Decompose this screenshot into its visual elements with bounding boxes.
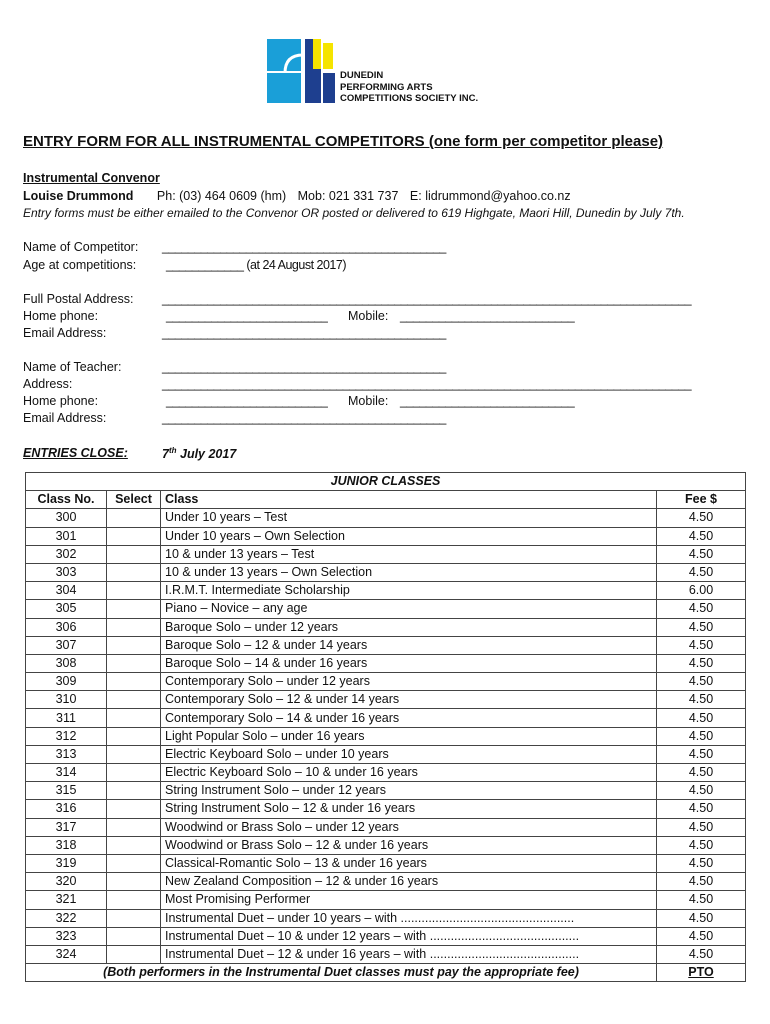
class-number: 323 xyxy=(26,927,107,945)
select-cell[interactable] xyxy=(107,709,161,727)
table-row xyxy=(26,800,746,818)
class-fee: 4.50 xyxy=(657,745,746,763)
class-name: Contemporary Solo – 14 & under 16 years xyxy=(161,709,657,727)
logo-block-navy-right xyxy=(323,73,335,103)
class-fee: 4.50 xyxy=(657,563,746,581)
class-name: Piano – Novice – any age xyxy=(161,600,657,618)
table-row xyxy=(26,909,746,927)
teacher-home-phone-field[interactable]: _________________________ xyxy=(166,394,328,408)
class-number: 300 xyxy=(26,509,107,527)
teacher-home-phone-label: Home phone: xyxy=(23,394,99,408)
class-name: Contemporary Solo – 12 & under 14 years xyxy=(161,691,657,709)
table-row xyxy=(26,545,746,563)
select-cell[interactable] xyxy=(107,673,161,691)
teacher-address-field[interactable]: __________________________________________________________________________________ xyxy=(162,377,692,391)
class-fee: 4.50 xyxy=(657,509,746,527)
header-class: Class xyxy=(161,491,657,509)
class-name: Instrumental Duet – 12 & under 16 years – with ........................................... xyxy=(161,945,657,963)
class-number: 311 xyxy=(26,709,107,727)
select-cell[interactable] xyxy=(107,800,161,818)
convenor-phone: Ph: (03) 464 0609 (hm) xyxy=(156,189,287,203)
teacher-mobile-label: Mobile: xyxy=(348,394,389,408)
table-row xyxy=(26,563,746,581)
logo-block-yellow-right xyxy=(323,43,333,69)
select-cell[interactable] xyxy=(107,909,161,927)
select-cell[interactable] xyxy=(107,873,161,891)
table-row xyxy=(26,764,746,782)
class-fee: 4.50 xyxy=(657,654,746,672)
competitor-age-field[interactable]: ____________ (at 24 August 2017) xyxy=(166,258,347,272)
select-cell[interactable] xyxy=(107,582,161,600)
class-fee: 4.50 xyxy=(657,873,746,891)
select-cell[interactable] xyxy=(107,545,161,563)
header-select: Select xyxy=(107,491,161,509)
class-name: Under 10 years – Own Selection xyxy=(161,527,657,545)
table-row xyxy=(26,527,746,545)
select-cell[interactable] xyxy=(107,600,161,618)
class-fee: 4.50 xyxy=(657,709,746,727)
class-number: 309 xyxy=(26,673,107,691)
postal-address-field[interactable]: __________________________________________________________________________________ xyxy=(162,292,692,306)
select-cell[interactable] xyxy=(107,745,161,763)
teacher-name-label: Name of Teacher: xyxy=(23,360,122,374)
class-name: 10 & under 13 years – Own Selection xyxy=(161,563,657,581)
table-row xyxy=(26,582,746,600)
header-fee: Fee $ xyxy=(657,491,746,509)
teacher-mobile-field[interactable]: ___________________________ xyxy=(400,394,575,408)
select-cell[interactable] xyxy=(107,654,161,672)
class-fee: 4.50 xyxy=(657,945,746,963)
select-cell[interactable] xyxy=(107,818,161,836)
table-row xyxy=(26,654,746,672)
entries-close-label: ENTRIES CLOSE: xyxy=(23,446,128,460)
competitor-mobile-field[interactable]: ___________________________ xyxy=(400,309,575,323)
class-fee: 4.50 xyxy=(657,909,746,927)
competitor-email-field[interactable]: ____________________________________________ xyxy=(162,326,446,340)
class-fee: 4.50 xyxy=(657,600,746,618)
select-cell[interactable] xyxy=(107,764,161,782)
class-fee: 4.50 xyxy=(657,927,746,945)
class-number: 312 xyxy=(26,727,107,745)
entries-close-date: 7th July 2017 xyxy=(162,446,237,462)
class-number: 301 xyxy=(26,527,107,545)
class-number: 310 xyxy=(26,691,107,709)
class-name: Instrumental Duet – 10 & under 12 years – with ........................................... xyxy=(161,927,657,945)
class-name: Baroque Solo – 12 & under 14 years xyxy=(161,636,657,654)
table-row xyxy=(26,873,746,891)
table-row xyxy=(26,782,746,800)
convenor-mobile: Mob: 021 331 737 xyxy=(297,189,399,203)
teacher-email-label: Email Address: xyxy=(23,411,107,425)
class-number: 314 xyxy=(26,764,107,782)
competitor-name-label: Name of Competitor: xyxy=(23,240,139,254)
select-cell[interactable] xyxy=(107,945,161,963)
class-number: 324 xyxy=(26,945,107,963)
class-number: 305 xyxy=(26,600,107,618)
teacher-email-field[interactable]: ____________________________________________ xyxy=(162,411,446,425)
class-name: Most Promising Performer xyxy=(161,891,657,909)
competitor-mobile-label: Mobile: xyxy=(348,309,389,323)
class-name: Contemporary Solo – under 12 years xyxy=(161,673,657,691)
table-row xyxy=(26,727,746,745)
class-name: New Zealand Composition – 12 & under 16 years xyxy=(161,873,657,891)
table-row xyxy=(26,636,746,654)
class-name: I.R.M.T. Intermediate Scholarship xyxy=(161,582,657,600)
class-name: Baroque Solo – 14 & under 16 years xyxy=(161,654,657,672)
class-name: String Instrument Solo – 12 & under 16 years xyxy=(161,800,657,818)
class-number: 308 xyxy=(26,654,107,672)
pto-label: PTO xyxy=(657,964,746,982)
junior-classes-table xyxy=(25,472,746,982)
class-fee: 4.50 xyxy=(657,618,746,636)
class-number: 307 xyxy=(26,636,107,654)
entry-instructions: Entry forms must be either emailed to the Convenor OR posted or delivered to 619 Highgate, Maori Hill, Dunedin by July 7th. xyxy=(23,206,685,220)
select-cell[interactable] xyxy=(107,636,161,654)
class-number: 321 xyxy=(26,891,107,909)
table-row xyxy=(26,600,746,618)
logo-block-blue-bottom xyxy=(267,73,301,103)
class-number: 302 xyxy=(26,545,107,563)
teacher-name-field[interactable]: ____________________________________________ xyxy=(162,360,446,374)
competitor-email-label: Email Address: xyxy=(23,326,107,340)
class-number: 313 xyxy=(26,745,107,763)
select-cell[interactable] xyxy=(107,782,161,800)
competitor-home-phone-label: Home phone: xyxy=(23,309,99,323)
class-name: Electric Keyboard Solo – under 10 years xyxy=(161,745,657,763)
class-number: 317 xyxy=(26,818,107,836)
table-caption: JUNIOR CLASSES xyxy=(26,473,746,491)
select-cell[interactable] xyxy=(107,563,161,581)
page-title: ENTRY FORM FOR ALL INSTRUMENTAL COMPETITORS (one form per competitor please) xyxy=(23,133,664,150)
class-name: Woodwind or Brass Solo – under 12 years xyxy=(161,818,657,836)
class-number: 320 xyxy=(26,873,107,891)
convenor-email[interactable]: E: lidrummond@yahoo.co.nz xyxy=(409,189,571,203)
class-fee: 4.50 xyxy=(657,782,746,800)
class-fee: 4.50 xyxy=(657,636,746,654)
class-fee: 4.50 xyxy=(657,764,746,782)
class-number: 319 xyxy=(26,854,107,872)
class-name: Under 10 years – Test xyxy=(161,509,657,527)
select-cell[interactable] xyxy=(107,527,161,545)
class-name: Classical-Romantic Solo – 13 & under 16 years xyxy=(161,854,657,872)
table-row xyxy=(26,709,746,727)
table-row xyxy=(26,854,746,872)
class-fee: 4.50 xyxy=(657,727,746,745)
convenor-contact xyxy=(23,189,571,203)
class-fee: 4.50 xyxy=(657,691,746,709)
class-name: Electric Keyboard Solo – 10 & under 16 years xyxy=(161,764,657,782)
select-cell[interactable] xyxy=(107,927,161,945)
class-name: String Instrument Solo – under 12 years xyxy=(161,782,657,800)
table-row xyxy=(26,927,746,945)
class-number: 316 xyxy=(26,800,107,818)
class-name: Woodwind or Brass Solo – 12 & under 16 years xyxy=(161,836,657,854)
competitor-name-field[interactable]: ____________________________________________ xyxy=(162,240,446,254)
class-fee: 4.50 xyxy=(657,854,746,872)
class-fee: 4.50 xyxy=(657,891,746,909)
logo-text: DUNEDIN PERFORMING ARTS COMPETITIONS SOCIETY INC. xyxy=(340,70,479,104)
class-fee: 4.50 xyxy=(657,545,746,563)
table-row xyxy=(26,673,746,691)
competitor-age-label: Age at competitions: xyxy=(23,258,137,272)
class-name: Baroque Solo – under 12 years xyxy=(161,618,657,636)
class-fee: 6.00 xyxy=(657,582,746,600)
table-row xyxy=(26,818,746,836)
class-fee: 4.50 xyxy=(657,673,746,691)
class-fee: 4.50 xyxy=(657,527,746,545)
table-row xyxy=(26,891,746,909)
class-number: 318 xyxy=(26,836,107,854)
table-row xyxy=(26,691,746,709)
select-cell[interactable] xyxy=(107,836,161,854)
class-name: Light Popular Solo – under 16 years xyxy=(161,727,657,745)
postal-address-label: Full Postal Address: xyxy=(23,292,134,306)
select-cell[interactable] xyxy=(107,891,161,909)
table-row xyxy=(26,836,746,854)
header-class-no: Class No. xyxy=(26,491,107,509)
convenor-name: Louise Drummond xyxy=(23,189,134,203)
class-number: 303 xyxy=(26,563,107,581)
table-row xyxy=(26,618,746,636)
table-row xyxy=(26,945,746,963)
class-fee: 4.50 xyxy=(657,800,746,818)
class-name: 10 & under 13 years – Test xyxy=(161,545,657,563)
class-number: 306 xyxy=(26,618,107,636)
class-number: 304 xyxy=(26,582,107,600)
class-number: 322 xyxy=(26,909,107,927)
class-name: Instrumental Duet – under 10 years – with .................................................. xyxy=(161,909,657,927)
duet-fee-note: (Both performers in the Instrumental Duet classes must pay the appropriate fee) xyxy=(26,964,657,982)
table-row xyxy=(26,509,746,527)
convenor-heading: Instrumental Convenor xyxy=(23,171,160,185)
teacher-address-label: Address: xyxy=(23,377,73,391)
logo-block-yellow-top xyxy=(313,39,321,69)
table-row xyxy=(26,745,746,763)
class-fee: 4.50 xyxy=(657,836,746,854)
select-cell[interactable] xyxy=(107,618,161,636)
class-fee: 4.50 xyxy=(657,818,746,836)
competitor-home-phone-field[interactable]: _________________________ xyxy=(166,309,328,323)
class-number: 315 xyxy=(26,782,107,800)
select-cell[interactable] xyxy=(107,727,161,745)
select-cell[interactable] xyxy=(107,691,161,709)
select-cell[interactable] xyxy=(107,509,161,527)
select-cell[interactable] xyxy=(107,854,161,872)
